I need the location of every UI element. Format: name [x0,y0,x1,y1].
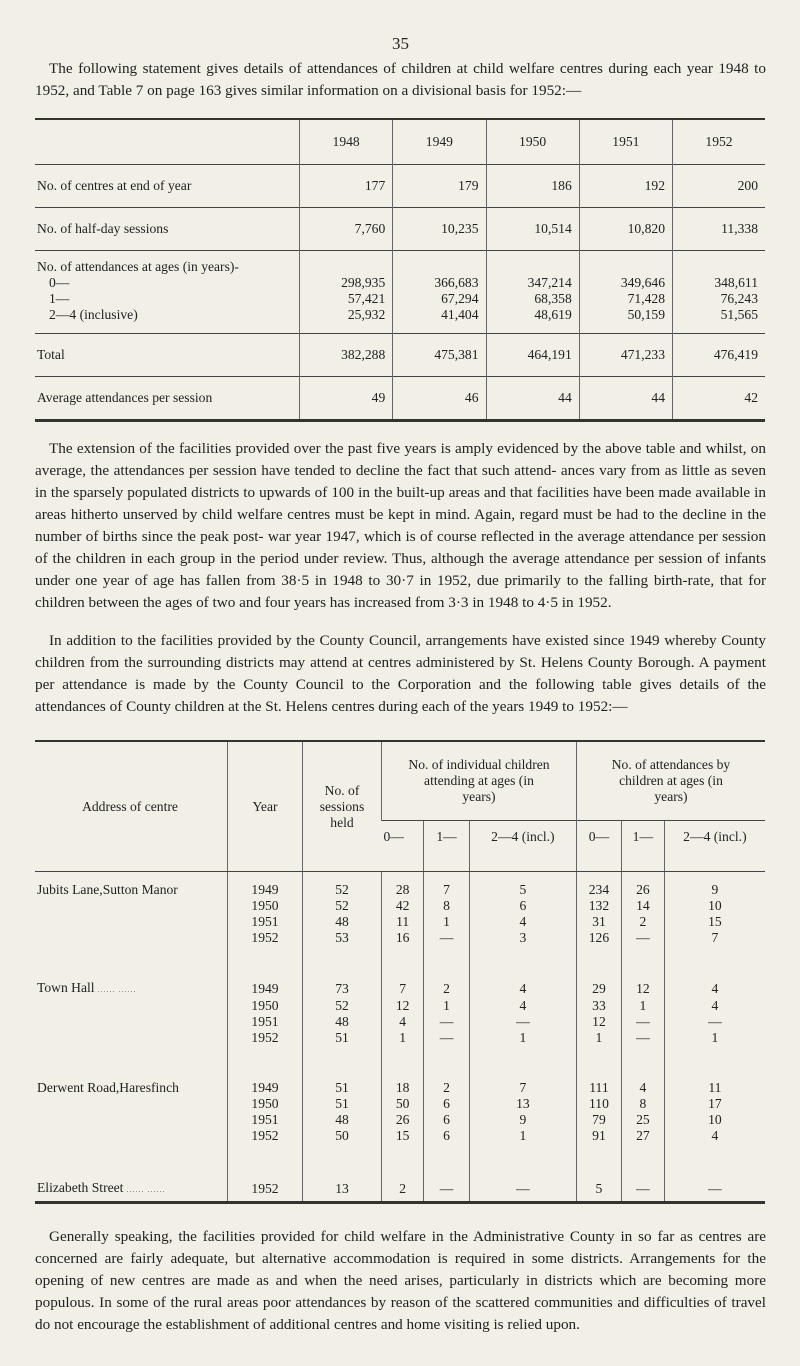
year-header: 1952 [673,119,766,165]
value-cell: 7,760 [300,208,393,251]
value-cell: 14 [621,898,664,914]
value-cell: 110 [576,1096,621,1112]
value-cell: — [424,930,470,970]
value-cell: 7 [382,970,424,998]
centre-name [35,1112,228,1128]
value-cell: 2 [424,1070,470,1096]
value-cell: 1951 [228,1014,303,1030]
value-cell: 12 [576,1014,621,1030]
value-cell: 52 [303,872,382,899]
value-cell: 1949 [228,872,303,899]
table-row [35,898,765,914]
value-cell: 16 [382,930,424,970]
value-cell: 11 [664,1070,765,1096]
value-cell: 6 [424,1096,470,1112]
value-cell: 1 [621,998,664,1014]
year-header: 1950 [486,119,579,165]
age-values-cell [300,251,393,334]
value-cell: 1952 [228,1168,303,1202]
row-label [35,165,300,208]
value-cell: 46 [393,377,486,421]
value-cell: 15 [664,914,765,930]
centre-name [35,1128,228,1168]
value-cell: 17 [664,1096,765,1112]
value-cell: 126 [576,930,621,970]
value-cell: 12 [382,998,424,1014]
row-label-text: Average attendances per session [37,390,213,405]
value-cell: 28 [382,872,424,899]
value-cell: 186 [486,165,579,208]
value-cell: 1951 [228,1112,303,1128]
age-label: 0— [49,275,70,290]
age-values-cell [579,251,672,334]
centre-name [35,1014,228,1030]
centre-name [35,970,228,998]
value-cell: 76,243 [720,291,758,306]
value-cell: 475,381 [393,334,486,377]
value-cell: 10,235 [393,208,486,251]
value-cell: 52 [303,998,382,1014]
value-cell: 71,428 [627,291,665,306]
value-cell: 471,233 [579,334,672,377]
row-label [35,377,300,421]
value-cell: 26 [621,872,664,899]
value-cell: 13 [303,1168,382,1202]
value-cell: 51 [303,1030,382,1070]
value-cell: 9 [664,872,765,899]
centre-name [35,914,228,930]
value-cell: 10 [664,1112,765,1128]
value-cell: 8 [621,1096,664,1112]
value-cell: 29 [576,970,621,998]
value-cell: 73 [303,970,382,998]
table-row [35,930,765,970]
table-row [35,970,765,998]
address-header: Address of centre [35,741,228,872]
table-row [35,1128,765,1168]
value-cell: 10,820 [579,208,672,251]
value-cell: 12 [621,970,664,998]
value-cell: 51 [303,1070,382,1096]
age-subheader: 1— [621,821,664,872]
age-subheader: 0— [382,821,424,872]
value-cell: 4 [664,1128,765,1168]
value-cell: 51,565 [720,307,758,322]
value-cell: 44 [486,377,579,421]
paragraph-gap [35,614,766,630]
page-number: 35 [392,34,409,53]
table-row [35,872,765,899]
centre-name [35,998,228,1014]
value-cell: 347,214 [527,275,572,290]
st-helens-paragraph: In addition to the facilities provided by the County Council, arrangements have existed since 1949 whereby County children from the surrounding districts may attend at centres administered by St. Helens County Borough. A payment per attendance is made by the County Council to the Corporation and the following table gives details of the attendances of County children at the St. Helens centres during each of the years 1949 to 1952:— [35,632,766,715]
table-row [35,998,765,1014]
row-label [35,334,300,377]
value-cell: 7 [424,872,470,899]
age-label: 2—4 (inclusive) [49,307,138,322]
table-row [35,334,765,377]
value-cell: 50 [382,1096,424,1112]
value-cell: 68,358 [534,291,572,306]
value-cell: — [621,930,664,970]
value-cell: 8 [424,898,470,914]
attendance-summary-table [35,118,765,422]
table-row [35,208,765,251]
centre-name [35,1096,228,1112]
value-cell: 348,611 [714,275,758,290]
value-cell: 50,159 [627,307,665,322]
value-cell: 1950 [228,998,303,1014]
value-cell: 4 [382,1014,424,1030]
value-cell: 27 [621,1128,664,1168]
value-cell: 4 [469,970,576,998]
row-label-text: No. of half-day sessions [37,221,169,236]
value-cell: 4 [469,914,576,930]
value-cell: 3 [469,930,576,970]
value-cell: 25 [621,1112,664,1128]
value-cell: 7 [664,930,765,970]
value-cell: — [424,1168,470,1202]
value-cell: 476,419 [673,334,766,377]
value-cell: 48 [303,914,382,930]
value-cell: 464,191 [486,334,579,377]
value-cell: 1 [664,1030,765,1070]
value-cell: 1 [469,1128,576,1168]
attendances-label: No. of attendances at ages (in years)- [37,259,239,274]
value-cell: 1950 [228,1096,303,1112]
intro-paragraph: The following statement gives details of attendances of children at child welfare centres during each year 1948 to 1952, and Table 7 on page 163 gives similar information on a divisional basis for 1952:— [35,60,766,99]
value-cell: 2 [424,970,470,998]
centre-name-text: Town Hall [37,980,95,995]
attendances-header: No. of attendances by children at ages (in years) [576,741,765,821]
value-cell: 15 [382,1128,424,1168]
value-cell: 1951 [228,914,303,930]
value-cell: — [664,1168,765,1202]
value-cell: 4 [664,998,765,1014]
header-row [35,119,765,165]
value-cell: 18 [382,1070,424,1096]
value-cell: 48,619 [534,307,572,322]
value-cell: 57,421 [347,291,386,306]
age-subheader: 2—4 (incl.) [469,821,576,872]
value-cell: — [621,1014,664,1030]
value-cell: — [424,1030,470,1070]
st-helens-centres-table [35,740,765,1204]
table-row [35,377,765,421]
table-row [35,251,765,334]
corner-cell [35,119,300,165]
conclusion-paragraph: Generally speaking, the facilities provided for child welfare in the Administrative County in so far as centres are concerned are fairly adequate, but alternative accommodation is required in some districts. Arrangements for the opening of new centres are made as and when the need arises, particularly in districts which are becoming more populous. In some of the rural areas poor attendances by reason of the scattered communities and difficulties of travel do not encourage the establishment of additional centres and home visiting is relied upon. [35,1227,766,1333]
age-values-cell [393,251,486,334]
value-cell: 1949 [228,1070,303,1096]
value-cell: 132 [576,898,621,914]
value-cell: 7 [469,1070,576,1096]
value-cell: 5 [576,1168,621,1202]
value-cell: — [469,1168,576,1202]
value-cell: 49 [300,377,393,421]
age-label: 1— [49,291,70,306]
value-cell: 192 [579,165,672,208]
centre-name [35,1030,228,1070]
value-cell: 13 [469,1096,576,1112]
value-cell: 48 [303,1112,382,1128]
centre-name [35,898,228,914]
value-cell: 1 [576,1030,621,1070]
centre-name-text: Jubits Lane,Sutton Manor [37,882,178,897]
year-header: 1949 [393,119,486,165]
table-row [35,1014,765,1030]
value-cell: 6 [424,1128,470,1168]
value-cell: 234 [576,872,621,899]
age-subheader: 1— [424,821,470,872]
row-label [35,208,300,251]
value-cell: 382,288 [300,334,393,377]
value-cell: 1 [469,1030,576,1070]
age-values-cell [673,251,766,334]
value-cell: 91 [576,1128,621,1168]
value-cell: — [664,1014,765,1030]
table-row [35,1112,765,1128]
value-cell: 179 [393,165,486,208]
centre-name [35,872,228,899]
value-cell: 111 [576,1070,621,1096]
value-cell: 9 [469,1112,576,1128]
value-cell: — [424,1014,470,1030]
spacer [587,259,665,275]
value-cell: 67,294 [441,291,479,306]
value-cell: 11 [382,914,424,930]
value-cell: 51 [303,1096,382,1112]
value-cell: 50 [303,1128,382,1168]
value-cell: 26 [382,1112,424,1128]
row-label [35,251,300,334]
extension-paragraph: The extension of the facilities provided over the past five years is amply evidenced by the above table and whilst, on average, the attendances per session have tended to decline the fact that such attend- ances vary from as little as seven in the sparsely populated districts to upwards of 100 in the built-up areas and that facilities have been made available in areas hitherto unserved by child welfare centres must be kept in mind. Again, regard must be had to the decline in the number of births since the peak post- war year 1947, which is of course reflected in the average attendance per session of the children in each group in the period under review. Thus, although the average attendance per session of infants under one year of age has fallen from 38·5 in 1948 to 30·7 in 1952, due primarily to the falling birth-rate, that for children between the ages of two and four years has increased from 3·3 in 1948 to 4·5 in 1952. [35,440,766,611]
value-cell: 6 [469,898,576,914]
row-label-text: Total [37,347,65,362]
value-cell: 25,932 [347,307,386,322]
value-cell: 44 [579,377,672,421]
table-row [35,1096,765,1112]
spacer [494,259,572,275]
centre-name [35,930,228,970]
value-cell: 48 [303,1014,382,1030]
spacer [400,259,478,275]
value-cell: 1 [424,998,470,1014]
value-cell: 177 [300,165,393,208]
age-subheader: 0— [576,821,621,872]
leader-dots: ...... ...... [123,1185,166,1195]
value-cell: 53 [303,930,382,970]
age-values-cell [486,251,579,334]
value-cell: 1952 [228,930,303,970]
value-cell: 11,338 [673,208,766,251]
value-cell: 42 [673,377,766,421]
value-cell: 298,935 [341,275,386,290]
value-cell: 1952 [228,1128,303,1168]
centre-name-text: Elizabeth Street [37,1180,124,1196]
value-cell: 33 [576,998,621,1014]
value-cell: 4 [621,1070,664,1096]
value-cell: 366,683 [434,275,479,290]
value-cell: 2 [382,1168,424,1202]
centre-name [35,1168,228,1202]
value-cell: 1950 [228,898,303,914]
centre-name-text: Derwent Road,Haresfinch [37,1080,179,1095]
value-cell: 10 [664,898,765,914]
age-subheader: 2—4 (incl.) [664,821,765,872]
leader-dots: ...... ...... [94,985,137,994]
value-cell: 10,514 [486,208,579,251]
value-cell: 42 [382,898,424,914]
table-row [35,165,765,208]
value-cell: 5 [469,872,576,899]
children-header: No. of individual children attending at ages (in years) [382,741,577,821]
row-label-text: No. of centres at end of year [37,178,192,193]
value-cell: 6 [424,1112,470,1128]
value-cell: 1 [382,1030,424,1070]
value-cell: 1952 [228,1030,303,1070]
value-cell: 2 [621,914,664,930]
value-cell: — [621,1030,664,1070]
year-header: 1948 [300,119,393,165]
value-cell: 1949 [228,970,303,998]
year-header: 1951 [579,119,672,165]
value-cell: 52 [303,898,382,914]
value-cell: 200 [673,165,766,208]
sessions-header: No. of sessions held [303,741,382,872]
value-cell: 4 [469,998,576,1014]
value-cell: 79 [576,1112,621,1128]
centre-name [35,1070,228,1096]
value-cell: 4 [664,970,765,998]
value-cell: 31 [576,914,621,930]
value-cell: — [469,1014,576,1030]
value-cell: 1 [424,914,470,930]
header-row [35,741,765,821]
spacer [307,259,385,275]
table-row [35,1070,765,1096]
value-cell: — [621,1168,664,1202]
table-row [35,1030,765,1070]
spacer [680,259,758,275]
table-row [35,914,765,930]
value-cell: 41,404 [441,307,479,322]
value-cell: 349,646 [620,275,665,290]
table-row [35,1168,765,1202]
year-header: Year [228,741,303,872]
